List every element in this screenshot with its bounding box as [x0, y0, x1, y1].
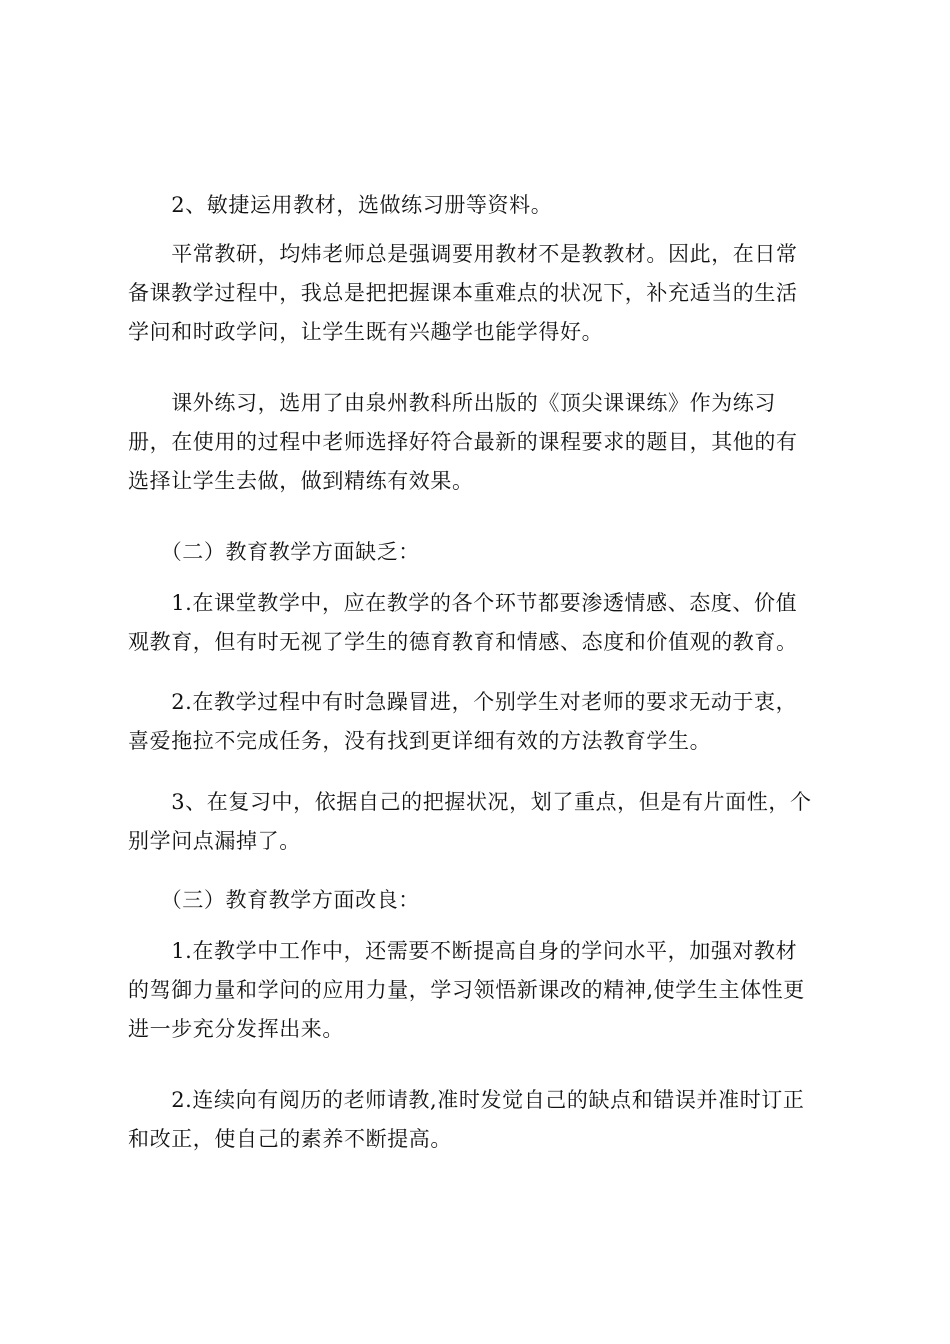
paragraph-line: 1.在教学中工作中，还需要不断提高自身的学问水平，加强对教材: [128, 939, 798, 963]
section-heading-shortcomings: [128, 533, 834, 572]
paragraph-line: 进一步充分发挥出来。: [128, 1017, 344, 1041]
paragraph-line: 备课教学过程中，我总是把把握课本重难点的状况下，补充适当的生活: [128, 281, 798, 305]
paragraph-item-2: [128, 186, 834, 225]
paragraph-line: 学问和时政学问，让学生既有兴趣学也能学得好。: [128, 320, 604, 344]
paragraph-shortcoming-3: [128, 783, 834, 861]
paragraph-line: 册，在使用的过程中老师选择好符合最新的课程要求的题目，其他的有: [128, 430, 798, 454]
heading-line: （二）教育教学方面缺乏：: [128, 540, 420, 564]
paragraph-line: 选择让学生去做，做到精练有效果。: [128, 469, 474, 493]
paragraph-line: 的驾御力量和学问的应用力量，学习领悟新课改的精神,使学生主体性更: [128, 978, 805, 1002]
heading-line: （三）教育教学方面改良：: [128, 888, 420, 912]
paragraph-line: 平常教研，均炜老师总是强调要用教材不是教教材。因此，在日常: [128, 242, 798, 266]
paragraph-extracurricular-practice: [128, 384, 834, 501]
paragraph-shortcoming-2: [128, 683, 834, 761]
paragraph-shortcoming-1: [128, 584, 834, 662]
paragraph-line: 观教育，但有时无视了学生的德育教育和情感、态度和价值观的教育。: [128, 630, 798, 654]
paragraph-line: 2、敏捷运用教材，选做练习册等资料。: [128, 193, 553, 217]
paragraph-line: 别学问点漏掉了。: [128, 829, 301, 853]
paragraph-line: 3、在复习中，依据自己的把握状况，划了重点，但是有片面性，个: [128, 790, 812, 814]
section-heading-improvements: [128, 881, 834, 920]
paragraph-common-research: [128, 235, 834, 352]
paragraph-improvement-1: [128, 932, 834, 1049]
paragraph-line: 1.在课堂教学中，应在教学的各个环节都要渗透情感、态度、价值: [128, 591, 798, 615]
paragraph-line: 2.在教学过程中有时急躁冒进，个别学生对老师的要求无动于衷，: [128, 690, 798, 714]
paragraph-line: 和改正，使自己的素养不断提高。: [128, 1127, 452, 1151]
paragraph-line: 2.连续向有阅历的老师请教,准时发觉自己的缺点和错误并准时订正: [128, 1088, 805, 1112]
paragraph-line: 课外练习，选用了由泉州教科所出版的《顶尖课课练》作为练习: [128, 391, 776, 415]
paragraph-improvement-2: [128, 1081, 834, 1159]
paragraph-line: 喜爱拖拉不完成任务，没有找到更详细有效的方法教育学生。: [128, 729, 712, 753]
